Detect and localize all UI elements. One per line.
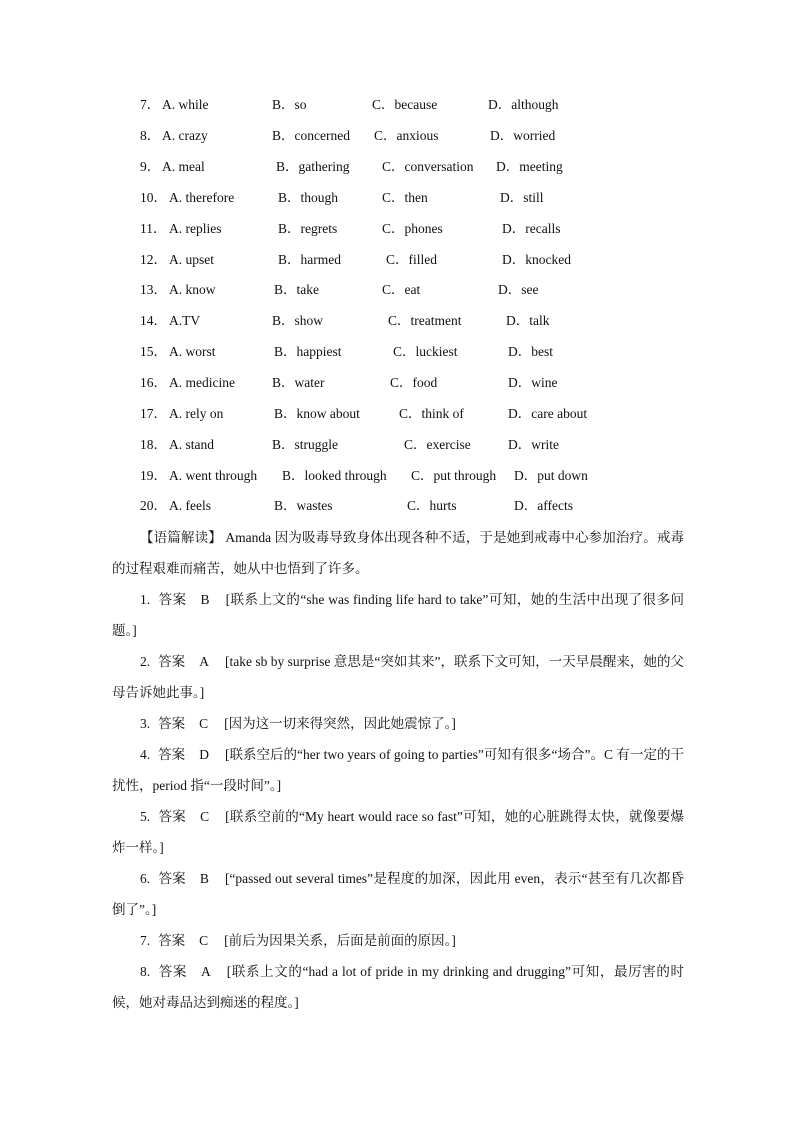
option-d: D．although [488, 97, 559, 112]
option-a: A.TV [169, 313, 201, 328]
option-d: D．put down [514, 468, 588, 483]
option-row [0, 219, 794, 239]
option-row [0, 311, 794, 331]
option-b: B．know about [274, 406, 360, 421]
option-c: C．exercise [404, 437, 471, 452]
answer-explanation: [联系上文的“had a lot of pride in my drinking and drugging”可知，最厉害的时候，她对毒品达到痴迷的程度。] [112, 964, 685, 1010]
option-d: D．still [500, 190, 544, 205]
answer-explanation: [前后为因果关系，后面是前面的原因。] [224, 933, 456, 948]
question-number: 16． [140, 375, 167, 390]
option-b: B．wastes [274, 498, 333, 513]
summary-text: Amanda 因为吸毒导致身体出现各种不适，于是她到戒毒中心参加治疗。戒毒的过程艰难而痛苦，她从中也悟到了许多。 [112, 530, 685, 576]
option-a: A. crazy [162, 128, 208, 143]
answer-label: 答案 [158, 747, 186, 762]
answer-item [112, 584, 684, 646]
answer-label: 答案 [158, 871, 186, 886]
question-number: 17． [140, 406, 167, 421]
option-c: C．eat [382, 282, 421, 297]
option-c: C．treatment [388, 313, 462, 328]
answer-letter: C [199, 716, 209, 731]
answer-explanation: [联系空前的“My heart would race so fast”可知，她的心脏跳得太快，就像要爆炸一样。] [112, 809, 685, 855]
option-c: C．because [372, 97, 438, 112]
answer-label: 答案 [158, 654, 186, 669]
option-b: B．show [272, 313, 324, 328]
passage-summary [112, 522, 684, 584]
answer-explanation: [因为这一切来得突然，因此她震惊了。] [224, 716, 456, 731]
answer-list [112, 584, 684, 1018]
answer-number: 6. [140, 871, 151, 886]
answer-letter: B [200, 592, 210, 607]
option-row [0, 157, 794, 177]
option-d: D．care about [508, 406, 588, 421]
answer-item [112, 925, 684, 956]
option-row [0, 404, 794, 424]
question-number: 12． [140, 252, 167, 267]
question-number: 11． [140, 221, 167, 236]
option-row [0, 95, 794, 115]
question-number: 9． [140, 159, 161, 174]
option-a: A. feels [169, 498, 211, 513]
option-a: A. medicine [169, 375, 235, 390]
answer-number: 3. [140, 716, 151, 731]
answer-number: 4. [140, 747, 151, 762]
answer-label: 答案 [158, 933, 186, 948]
option-b: B．concerned [272, 128, 350, 143]
question-number: 10． [140, 190, 167, 205]
option-a: A. worst [169, 344, 216, 359]
question-number: 14． [140, 313, 167, 328]
answer-label: 答案 [158, 809, 187, 824]
option-b: B．gathering [276, 159, 350, 174]
option-c: C．conversation [382, 159, 474, 174]
option-d: D．knocked [502, 252, 571, 267]
option-c: C．then [382, 190, 428, 205]
option-row [0, 126, 794, 146]
answer-label: 答案 [158, 716, 186, 731]
question-number: 7． [140, 97, 161, 112]
answer-letter: C [199, 933, 209, 948]
option-a: A. meal [162, 159, 205, 174]
answer-explanation: [联系空后的“her two years of going to parties”可知有很多“场合”。C 有一定的干扰性，period 指“一段时间”。] [112, 747, 685, 793]
answer-number: 8. [140, 964, 151, 979]
option-d: D．write [508, 437, 559, 452]
option-b: B．looked through [282, 468, 387, 483]
option-c: C．put through [411, 468, 497, 483]
option-c: C．food [390, 375, 438, 390]
option-b: B．water [272, 375, 325, 390]
answer-explanation: [“passed out several times”是程度的加深，因此用 even，表示“甚至有几次都昏倒了”。] [112, 871, 685, 917]
option-row [0, 466, 794, 486]
option-b: B．so [272, 97, 307, 112]
answer-item [112, 708, 684, 739]
option-b: B．harmed [278, 252, 341, 267]
answer-item [112, 646, 684, 708]
option-row [0, 342, 794, 362]
answer-number: 1. [140, 592, 151, 607]
option-d: D．best [508, 344, 553, 359]
option-d: D．affects [514, 498, 573, 513]
option-row [0, 373, 794, 393]
option-b: B．though [278, 190, 339, 205]
answer-item [112, 801, 684, 863]
option-c: C．anxious [374, 128, 439, 143]
option-a: A. know [169, 282, 216, 297]
answer-item [112, 739, 684, 801]
option-b: B．regrets [278, 221, 338, 236]
option-c: C．luckiest [393, 344, 458, 359]
option-b: B．take [274, 282, 319, 297]
option-d: D．meeting [496, 159, 563, 174]
option-c: C．hurts [407, 498, 457, 513]
answer-letter: C [200, 809, 210, 824]
answer-number: 7. [140, 933, 151, 948]
answer-letter: A [201, 964, 211, 979]
question-number: 18． [140, 437, 167, 452]
answer-letter: D [199, 747, 209, 762]
option-a: A. stand [169, 437, 214, 452]
question-number: 8． [140, 128, 161, 143]
answer-number: 2. [140, 654, 151, 669]
summary-heading: 【语篇解读】 [140, 530, 222, 545]
question-number: 20． [140, 498, 167, 513]
option-a: A. rely on [169, 406, 224, 421]
option-b: B．happiest [274, 344, 342, 359]
question-number: 15． [140, 344, 167, 359]
question-number: 19． [140, 468, 167, 483]
option-d: D．see [498, 282, 539, 297]
option-row [0, 280, 794, 300]
question-number: 13． [140, 282, 167, 297]
answer-label: 答案 [158, 592, 187, 607]
answer-item [112, 863, 684, 925]
option-c: C．filled [386, 252, 437, 267]
option-row [0, 188, 794, 208]
option-c: C．phones [382, 221, 443, 236]
answer-letter: B [199, 871, 209, 886]
option-a: A. while [162, 97, 209, 112]
option-a: A. went through [169, 468, 258, 483]
option-d: D．talk [506, 313, 550, 328]
answer-explanation: [联系上文的“she was finding life hard to take”可知，她的生活中出现了很多问题。] [112, 592, 684, 638]
option-d: D．worried [490, 128, 556, 143]
option-row [0, 435, 794, 455]
option-a: A. replies [169, 221, 222, 236]
option-d: D．wine [508, 375, 558, 390]
option-c: C．think of [399, 406, 464, 421]
answer-label: 答案 [158, 964, 188, 979]
answer-letter: A [199, 654, 209, 669]
option-b: B．struggle [272, 437, 338, 452]
option-a: A. upset [169, 252, 214, 267]
option-row [0, 250, 794, 270]
answer-item [112, 956, 684, 1018]
option-row [0, 496, 794, 516]
option-d: D．recalls [502, 221, 561, 236]
option-a: A. therefore [169, 190, 235, 205]
answer-explanation: [take sb by surprise 意思是“突如其来”，联系下文可知，一天早晨醒来，她的父母告诉她此事。] [112, 654, 685, 700]
answer-number: 5. [140, 809, 151, 824]
